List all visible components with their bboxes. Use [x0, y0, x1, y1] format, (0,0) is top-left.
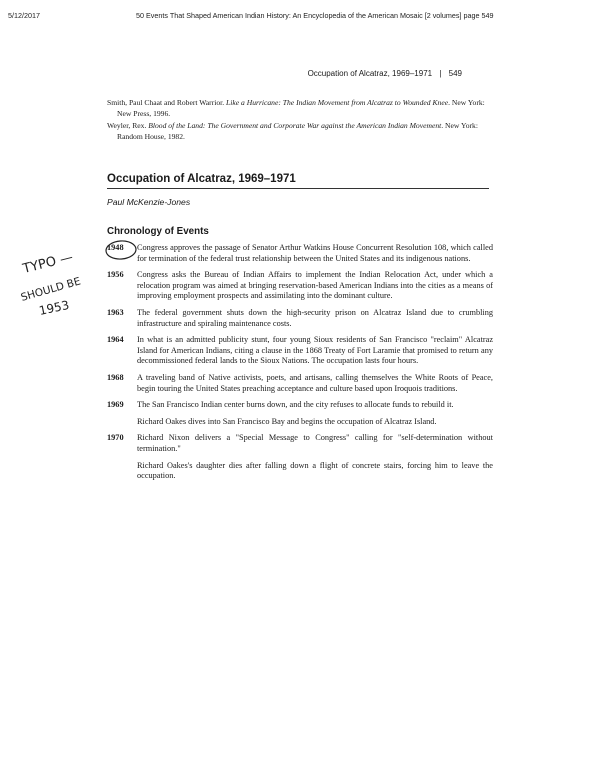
- print-date: 5/12/2017: [8, 11, 40, 20]
- reference-item: Weyler, Rex. Blood of the Land: The Government and Corporate War against the American Indian Movement. New York: Random House, 1982.: [107, 121, 478, 141]
- entry-text: A traveling band of Native activists, poets, and artisans, calling themselves the White Roots of Peace, begin touring the United States preaching acceptance and culture based upon Iroquois traditions.: [137, 372, 493, 393]
- pdf-print-header: [0, 11, 600, 23]
- entry-text: In what is an admitted publicity stunt, four young Sioux residents of San Francisco "reclaim" Alcatraz Island for American Indians, citing a clause in the 1868 Treaty of Fort Laramie that promised to return any decommissioned federal lands to the Sioux Nations. The occupation lasts four hours.: [137, 335, 493, 366]
- article-title: Occupation of Alcatraz, 1969–1971: [107, 173, 489, 189]
- entry-year: 1970: [107, 433, 124, 443]
- entry-year: 1964: [107, 335, 124, 345]
- annotation-should-be: SHOULD BE: [19, 275, 83, 304]
- annotation-year: 1953: [37, 297, 71, 318]
- entry-text: Congress approves the passage of Senator Arthur Watkins House Concurrent Resolution 108, which called for termination of the federal trust relationship between the United States and its indigenous nations.: [137, 243, 493, 263]
- annotation-typo: TYPO —: [21, 249, 75, 277]
- references: [107, 98, 489, 144]
- chronology-entry: [107, 400, 493, 427]
- running-head-title: Occupation of Alcatraz, 1969–1971: [307, 69, 433, 78]
- running-head: [308, 69, 462, 78]
- reference-item: Smith, Paul Chaat and Robert Warrior. Like a Hurricane: The Indian Movement from Alcatraz to Wounded Knee. New York: New Press, 1996.: [107, 98, 485, 118]
- chronology-entry: [107, 335, 493, 367]
- chronology-entry: [107, 243, 493, 264]
- entry-year: 1969: [107, 400, 124, 410]
- entry-year: 1948: [107, 243, 124, 252]
- chronology-list: [107, 243, 493, 488]
- entry-text: The San Francisco Indian center burns down, and the city refuses to allocate funds to rebuild it.: [137, 400, 454, 410]
- entry-year: 1968: [107, 372, 124, 382]
- running-head-separator: |: [439, 69, 442, 78]
- entry-year: 1956: [107, 270, 124, 280]
- entry-text: Richard Oakes's daughter dies after falling down a flight of concrete stairs, forcing him to leave the occupation.: [137, 460, 493, 481]
- article-author: Paul McKenzie-Jones: [107, 197, 191, 207]
- page-number: 549: [448, 69, 462, 78]
- entry-text: Richard Nixon delivers a "Special Message to Congress" calling for "self-determination without termination.": [137, 433, 493, 453]
- print-document-title: 50 Events That Shaped American Indian History: An Encyclopedia of the American Mosaic [2 volumes] page 549: [136, 11, 494, 20]
- entry-year: 1963: [107, 307, 124, 317]
- entry-text: Richard Oakes dives into San Francisco Bay and begins the occupation of Alcatraz Island.: [137, 416, 437, 426]
- entry-text: Congress asks the Bureau of Indian Affairs to implement the Indian Relocation Act, under which a relocation program was aimed at bringing reservation-based American Indians into the cities as a means of improving employment prospects and assimilating into the dominant culture.: [137, 270, 493, 301]
- entry-text: The federal government shuts down the high-security prison on Alcatraz Island due to crumbling infrastructure and spiraling maintenance costs.: [137, 307, 493, 328]
- chronology-entry: [107, 373, 493, 394]
- section-heading: Chronology of Events: [107, 226, 209, 237]
- chronology-entry: [107, 433, 493, 481]
- chronology-entry: [107, 270, 493, 302]
- chronology-entry: [107, 308, 493, 329]
